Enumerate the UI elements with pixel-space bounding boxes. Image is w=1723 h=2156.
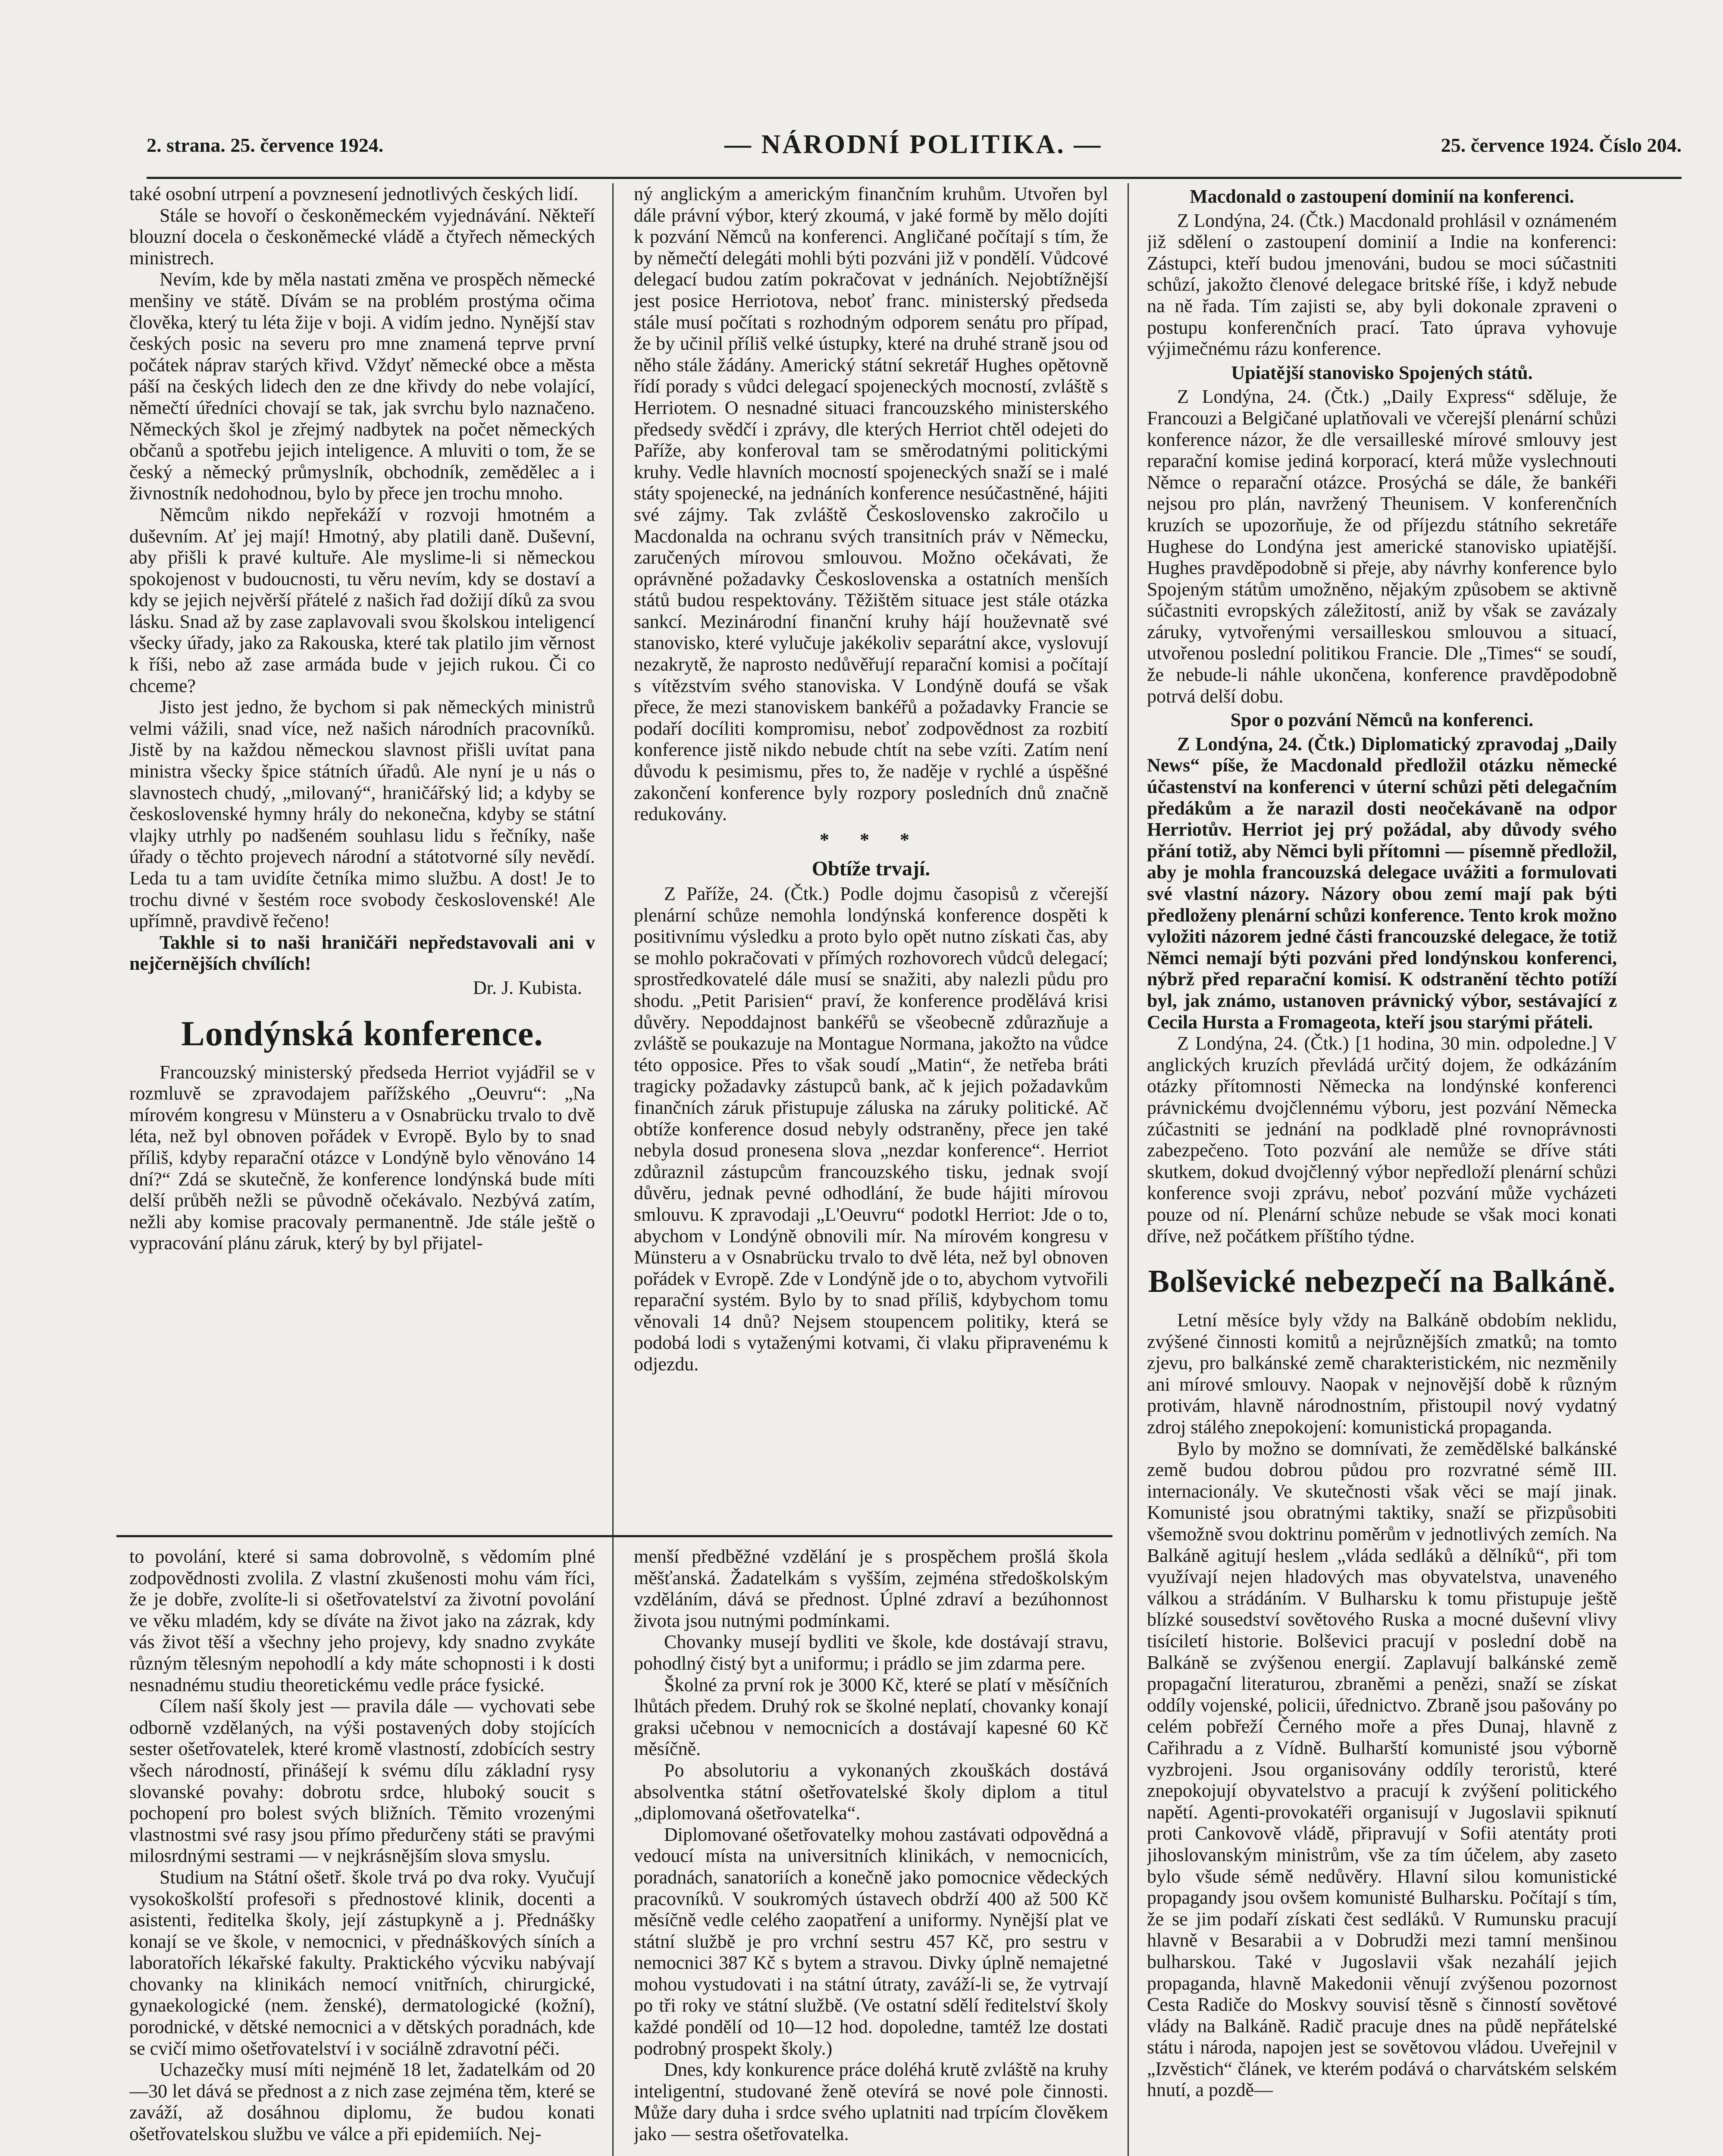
article-paragraph: Po absolutoriu a vykonaných zkouškách dostává absolventka státní ošetřovatelské školy diplom a titul „diplomovaná ošetřovatelka“.: [634, 1759, 1108, 1824]
column-rule: [612, 183, 614, 2156]
article-paragraph: Z Londýna, 24. (Čtk.) Macdonald prohlásil v oznámeném již sdělení o zastoupení dominií a Indie na konferenci: Zástupci, kteří budou jmenováni, budou se moci súčastniti schůzí, jakožto členové delegace britské říše, i když nebude na ně řada. Tím zajisti se, aby byli dokonale zpraveni o postupu konferenčních prací. Tato úprava vyhovuje výjimečnému rázu konference.: [1147, 210, 1617, 360]
column-3: [1147, 183, 1617, 2156]
article-paragraph: Studium na Státní ošetř. škole trvá po dva roky. Vyučují vysokoškolští profesoři s přednostové klinik, docenti a asistenti, ředitelka školy, její zástupkyně a j. Přednášky konají se ve škole, v nemocnici, v přednáškových síních a laboratořích lékařské fakulty. Praktického výcviku nabývají chovanky na klinikách nemocí vnitřních, chirurgické, gynaekologické (nem. ženské), dermatologické (kožní), porodnické, v dětské nemocnici a v dětských poradnách, kde se cvičí mimo ošetřovatelství i v sociálně zdravotní péči.: [129, 1866, 595, 2059]
article-paragraph: Z Paříže, 24. (Čtk.) Podle dojmu časopisů z včerejší plenární schůze nemohla londýnská konference dospěti k positivnímu výsledku a proto bylo opět nutno získati čas, aby se mohlo pokračovati v přímých rozhovorech vůdců delegací; sprostředkovatelé dále musí se snažiti, aby nalezli půdu pro shodu. „Petit Parisien“ praví, že konference prodělává krisi důvěry. Nepoddajnost bankéřů se všeobecně zdůrazňuje a zvláště se poukazuje na Montague Normana, jakožto na vůdce této opposice. Přes to však soudí „Matin“, že netřeba bráti tragicky požadavky zástupců bank, ač k jejich požadavkům finančních záruk přistupuje záluska na záruky politické. Ač obtíže konference dosud nebyly odstraněny, přece jen také nebyla dosud pronesena slova „nezdar konference“. Herriot zdůraznil zástupcům francouzského tisku, jednak svojí důvěru, jednak pevné odhodlání, že bude hájiti mírovou smlouvu. K zpravodaji „L'Oeuvru“ podotkl Herriot: Jde o to, abychom v Londýně obnovili mír. Na mírovém kongresu v Münsteru a v Osnabrücku trvalo to dvě léta, než byl obnoven pořádek v Evropě. Zde v Londýně jde o to, abychom vytvořili reparační systém. Bylo by to snad příliš, kdybychom tomu věnovali 14 dnů? Nejsem stoupencem politiky, která se podobá lodi s vytaženými kotvami, či vlaku připravenému k odjezdu.: [634, 883, 1108, 1375]
headline-london-conference: Londýnská konference.: [181, 1013, 543, 1053]
author-signature: Dr. J. Kubista.: [473, 977, 582, 998]
article-paragraph: Z Londýna, 24. (Čtk.) [1 hodina, 30 min. odpoledne.] V anglických kruzích převládá určitý dojem, že odkázáním otázky přítomnosti Německa na londýnské konferenci právnickému dvojčlennému výboru, jest pozvání Německa zúčastniti se jednání na podkladě plné rovnoprávnosti zabezpečeno. Toto pozvání ale nemůže se dříve státi skutkem, dokud dvojčlenný výbor nepředloží plenární schůzi konference svoji zprávu, neboť pozvání může vycházeti pouze od ní. Plenární schůze nebude se však moci konati dříve, než počátkem příštího týdne.: [1147, 1033, 1617, 1247]
headline-obtize: Obtíže trvají.: [811, 857, 930, 881]
article-paragraph: Jisto jest jedno, že bychom si pak německých ministrů velmi vážili, snad více, než našich národních pracovníků. Jistě by na každou německou slavnost přišli uvítat pana ministra všecky špice státních úřadů. Ale nyní je u nás o slavnostech chudý, „milovaný“, hraničářský lid; a kdyby se československé hymny hrály do nekonečna, kdyby se státní vlajky utrhly po nadšeném souhlasu lidu s řečníky, naše úřady o těchto projevech národní a státotvorné síly nevědí. Leda tu a tam uvidíte četníka mimo službu. A dost! Je to trochu divné v šestém roce svobody československé! Ale upřímně, pravdivě řečeno!: [129, 696, 595, 932]
article-paragraph: Uchazečky musí míti nejméně 18 let, žadatelkám od 20—30 let dává se přednost a z nich zase zejména těm, které se zaváží, až dosáhnou diplomu, že budou konati ošetřovatelskou službu ve válce a při epidemiích. Nej-: [129, 2059, 595, 2145]
masthead: [147, 129, 1682, 179]
article-paragraph: Z Londýna, 24. (Čtk.) „Daily Express“ sděluje, že Francouzi a Belgičané uplatňovali ve včerejší plenární schůzi konference názor, že dle versailleské mírové smlouvy jest reparační komise jediná korporací, která může vyslechnouti Němce o reparační otázce. Prosýchá se dále, že bankéři nejsou pro plán, navržený Theunisem. V konferenčních kruzích se upozorňuje, že od příjezdu státního sekretáře Hughese do Londýna jest americké stanovisko upiatější. Hughes pravděpodobně si přeje, aby návrhy konference bylo Spojeným státům umožněno, nějakým způsobem se aktivně súčastniti evropských záležitostí, aniž by však se zavázaly záruky, vytvořenými versailleskou smlouvou a situací, utvořenou poslední politikou Francie. Dle „Times“ se soudí, že nebude-li náhle ukončena, konference pravděpodobně potrvá delší dobu.: [1147, 386, 1617, 707]
section-separator: * * *: [820, 829, 922, 850]
article-paragraph: Dnes, kdy konkurence práce doléhá krutě zvláště na kruhy inteligentní, studované ženě otevírá se nové pole činnosti. Může dary duha i srdce svého uplatniti nad trpícím člověkem jako — sestra ošetřovatelka.: [634, 2059, 1108, 2145]
article-paragraph: Z Londýna, 24. (Čtk.) Diplomatický zpravodaj „Daily News“ píše, že Macdonald předložil otázku německé účastenství na konferenci v úterní schůzi pěti delegačním předákům a že narazil dosti neočekávaně na odpor Herriotův. Herriot jej prý požádal, aby důvody svého přání totiž, aby Němci byli přítomni — písemně předložil, aby je mohla francouzská delegace uvážiti a formulovati své vlastní názory. Názory obou zemí mají pak býti předloženy plenární schůzi konference. Tento krok možno vyložiti názorem jedné části francouzské delegace, že totiž Němci nemají býti pozváni před londýnskou konferenci, nýbrž před reparační komisí. K odstranění těchto potíží byl, jak známo, ustanoven právnický výbor, sestávající z Cecila Hursta a Fromageota, kteří jsou starými přáteli.: [1147, 733, 1617, 1033]
article-paragraph: menší předběžné vzdělání je s prospěchem prošlá škola měšťanská. Žadatelkám s vyšším, zejména středoškolským vzděláním, dává se přednost. Úplné zdraví a bezúhonnost života jsou nutnými podmínkami.: [634, 1546, 1108, 1631]
column-2: [634, 183, 1108, 1533]
article-paragraph: Školné za první rok je 3000 Kč, které se platí v měsíčních lhůtách předem. Druhý rok se školné neplatí, chovanky konají graksi učebnou v nemocnicích a dostávají kapesné 60 Kč měsíčně.: [634, 1674, 1108, 1760]
article-paragraph: ný anglickým a americkým finančním kruhům. Utvořen byl dále právní výbor, který zkoumá, v jaké formě by mělo dojíti k pozvání Němců na konferenci. Angličané počítají s tím, že by němečtí delegáti mohli býti pozváni již v pondělí. Vůdcové delegací budou zatím pokračovat v jednáních. Nejobtížnější jest posice Herriotova, neboť franc. ministerský předseda stále musí počítati s rozhodným odporem senátu pro případ, že by učinil příliš velké ústupky, které na druhé straně jsou od něho stále žádány. Americký státní sekretář Hughes opětovně řídí porady s vůdci delegací spojeneckých mocností, zvláště s Herriotem. O nesnadné situaci francouzského ministerského předsedy svědčí i zprávy, dle kterých Herriot chtěl odejeti do Paříže, aby konferoval tam se směrodatnými politickými kruhy. Vedle hlavních mocností spojeneckých snaží se i malé státy spojenecké, na jednáních konference nesúčastněné, hájiti své zájmy. Tak zvláště Československo zakročilo u Macdonalda na ochranu svých transitních práv v Německu, zaručených mírovou smlouvou. Možno očekávati, že oprávněné požadavky Československa a ostatních menších států budou respektovány. Těžištěm situace jest stále otázka sankcí. Mezinárodní finanční kruhy hájí houževnatě své stanovisko, které vylučuje jakékoliv separátní akce, vyslovují nezakrytě, že naprosto nedůvěřují reparační komisi a počítají s vítězstvím svého stanoviska. V Londýně doufá se však přece, že mezi stanoviskem bankéřů a požadavky Francie se podaří docíliti kompromisu, neboť zodpovědnost za rozbití konference jistě nikdo nebude chtít na sebe vzíti. Zatím není důvodu k pesimismu, přes to, že naděje v rychlé a úspěšné zakončení konference byly rozpory posledních dnů značně redukovány.: [634, 183, 1108, 825]
lower-column-1: [129, 1546, 595, 2156]
headline-macdonald: Macdonald o zastoupení dominií na konferenci.: [1190, 186, 1574, 207]
headline-balkan: Bolševické nebezpečí na Balkáně.: [1148, 1264, 1616, 1300]
page-date-right: 25. července 1924. Číslo 204.: [1441, 134, 1682, 156]
article-paragraph: Stále se hovoří o českoněmeckém vyjednávání. Někteří blouzní docela o českoněmecké vládě a čtyřech německých ministrech.: [129, 204, 595, 269]
article-paragraph: Diplomované ošetřovatelky mohou zastávati odpovědná a vedoucí místa na universitních klinikách, v nemocnicích, poradnách, sanatoriích a konečně jako pomocnice vědeckých pracovníků. V soukromých ústavech obdrží 400 až 500 Kč měsíčně vedle celého zaopatření a uniformy. Nynější plat ve státní službě je pro vrchní sestru 457 Kč, pro sestru v nemocnici 387 Kč s bytem a stravou. Divky úplně nemajetné mohou vystudovati i na státní útraty, zaváží-li se, že vytrvají po tři roky ve státní službě. (Ve ostatní sdělí ředitelství školy každé pondělí od 10—12 hod. dopoledne, tamtéž lze dostati podrobný prospekt školy.): [634, 1824, 1108, 2059]
article-paragraph: Chovanky musejí bydliti ve škole, kde dostávají stravu, pohodlný čistý byt a uniformu; i prádlo se jim zdarma pere.: [634, 1631, 1108, 1674]
section-divider: [116, 1535, 1112, 1537]
page-date-left: 2. strana. 25. července 1924.: [147, 134, 384, 156]
headline-us-stance: Upiatější stanovisko Spojených států.: [1231, 362, 1533, 383]
article-paragraph: také osobní utrpení a povznesení jednotlivých českých lidí.: [129, 183, 579, 204]
article-paragraph: Francouzský ministerský předseda Herriot vyjádřil se v rozmluvě se zpravodajem pařížského „Oeuvru“: „Na mírovém kongresu v Münsteru a v Osnabrücku trvalo to dvě léta, než byl obnoven pořádek v Evropě. Bylo by to snad příliš, kdyby reparační otázce v Londýně bylo věnováno 14 dní?“ Zdá se skutečně, že konference londýnská bude míti delší průběh nežli se původně očekávalo. Nezbývá zatím, nežli aby komise pracovaly permanentně. Jde stále ještě o vypracování plánu záruk, který by byl přijatel-: [129, 1061, 595, 1254]
newspaper-title: — NÁRODNÍ POLITIKA. —: [724, 130, 1103, 159]
article-paragraph: Bylo by možno se domnívati, že zemědělské balkánské země budou dobrou půdou pro rozvratné sémě III. internacionály. Ve skutečnosti však věci se mají jinak. Komunisté jsou obratnými taktiky, snaží se přizpůsobiti všemožně svou doktrinu poměrům v jednotlivých zemích. Na Balkáně agitují heslem „vláda sedláků a dělníků“, při tom využívají nejen hladových mas obyvatelstva, unaveného válkou a strádáním. V Bulharsku k tomu přistupuje ještě blízké sousedství sovětového Ruska a mocné duševní vlivy tisíciletí historie. Bolševici pracují v poslední době na Balkáně se zvýšenou energií. Zaplavují balkánské země propagační literaturou, zbraněmi a penězi, snaží se získat oddíly vojenské, policii, úřednictvo. Zbraně jsou pašovány po celém pobřeží Černého moře a přes Dunaj, hlavně z Cařihradu a z Vídně. Bulharští komunisté jsou výborně vyzbrojeni. Jsou organisovány oddíly teroristů, které znepokojují obyvatelstvo a pracují k zvýšení politického napětí. Agenti-provokatéři organisují v Jugoslavii spiknutí proti Cankovově vládě, připravují v Sofii atentáty proti jihoslovanským ministrům, vše za tím účelem, aby zaseto bylo všude sémě nedůvěry. Hlavní silou komunistické propagandy jsou ovšem komunisté Bulharsku. Počítají s tím, že se jim podaří získati čest sedláků. V Rumunsku pracují hlavně v Besarabii a v Dobrudži mezi tamní menšinou bulharskou. Také v Jugoslavii však nezahálí jejich propaganda, hlavně Makedonii věnují zvýšenou pozornost Cesta Radiče do Moskvy souvisí těsně s činností sovětové vlády na Balkáně. Radič pracuje dnes na půdě nepřátelské státu i národa, napojen jest se sovětovou vládou. Uveřejnil v „Izvěstich“ článek, ve kterém podává o charvátském selském hnutí, a pozdě—: [1147, 1438, 1617, 2101]
lower-column-2: [634, 1546, 1108, 2156]
headline-german-invitation: Spor o pozvání Němců na konferenci.: [1230, 709, 1534, 731]
article-paragraph: Letní měsíce byly vždy na Balkáně obdobím neklidu, zvýšené činnosti komitů a nejrůznějších zmatků; na tomto zjevu, pro balkánské země charakteristickém, nic nezměnily ani mírové smlouvy. Naopak v nejnovější době k různým protivám, hlavně národnostním, přistoupil nový vydatný zdroj stálého znepokojení: komunistická propaganda.: [1147, 1310, 1617, 1438]
article-paragraph: Cílem naší školy jest — pravila dále — vychovati sebe odborně vzdělaných, na výši postavených doby stojících sester ošetřovatelek, které kromě vlastností, zdobících sestry všech národností, přinášejí k svému dílu základní rysy slovanské povahy: dobrotu srdce, hluboký soucit s pochopení pro bolest svých bližních. Těmito vrozenými vlastnostmi své rasy jsou přímo předurčeny státi se pravými milosrdnými sestrami — v nejkrásnějším slova smyslu.: [129, 1695, 595, 1867]
article-paragraph: Takhle si to naši hraničáři nepředstavovali ani v nejčernějších chvílích!: [129, 931, 595, 975]
column-rule: [1128, 183, 1129, 2156]
article-paragraph: to povolání, které si sama dobrovolně, s vědomím plné zodpovědnosti zvolila. Z vlastní zkušenosti mohu vám říci, že je dobře, zvolíte-li si ošetřovatelství za životní povolání ve věku mladém, kdy se díváte na život jako na zázrak, kdy vás život těší a všechny jeho projevy, kdy snadno zvykáte různým tělesným nepohodlí a kdy máte schopnosti i k dosti nesnadnému studiu theoretickému vedle práce fysické.: [129, 1546, 595, 1695]
article-paragraph: Nevím, kde by měla nastati změna ve prospěch německé menšiny ve státě. Dívám se na problém prostýma očima člověka, který tu léta žije v boji. A vidím jedno. Nynější stav českých posic na severu pro mne znamená teprve první počátek náprav starých křivd. Vždyť německé obce a města páší na českých lidech den ze dne křivdy do nebe volající, němečtí úředníci chovají se tak, jak svrchu bylo naznačeno. Německých škol je zřejmý nadbytek na počet německých občanů a spotřebu jejich inteligence. A mluviti o tom, že se český a německý průmyslník, obchodník, zemědělec a i živnostník nedohodnou, bylo by přece jen trochu mnoho.: [129, 269, 595, 504]
article-paragraph: Němcům nikdo nepřekáží v rozvoji hmotném a duševním. Ať jej mají! Hmotný, aby platili daně. Duševní, aby přišli k pravé kultuře. Ale myslime-li si německou spokojenost v budoucnosti, tu věru nevím, kdy se dostaví a kdy se jejich nejvěrší přátelé z našich řad dožijí díků za svou lásku. Snad až by zase zaplavovali svou školskou inteligencí všecky úřady, jako za Rakouska, které tak platilo jim věrnost k říši, nebo až zase armáda bude v jejich rukou. Či co chceme?: [129, 504, 595, 696]
